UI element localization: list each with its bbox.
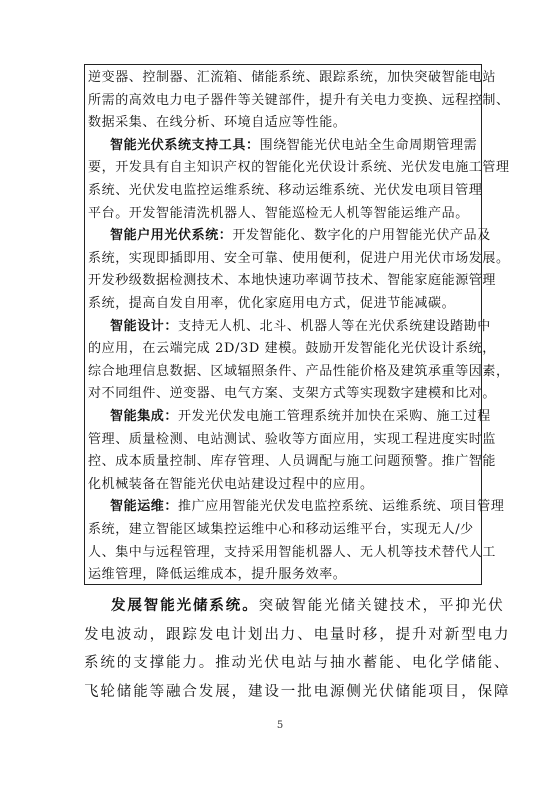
- box-line: 综合地理信息数据、区域辐照条件、产品性能价格及建筑承重等因素，: [88, 363, 510, 379]
- box-heading: 智能集成：: [110, 409, 179, 424]
- body-line: 系统的支撑能力。推动光伏电站与抽水蓄能、电化学储能、: [84, 655, 511, 671]
- box-line: 系统，实现即插即用、安全可靠、使用便利，促进户用光伏市场发展。: [88, 250, 510, 266]
- box-line-heading: 智能户用光伏系统：开发智能化、数字化的户用智能光伏产品及: [110, 228, 491, 244]
- box-line: 数据采集、在线分析、环境自适应等性能。: [88, 115, 347, 131]
- box-line: 对不同组件、逆变器、电气方案、支架方式等实现数字建模和比对。: [88, 386, 497, 402]
- page-number: 5: [276, 720, 284, 731]
- box-line-heading: 智能集成：开发光伏发电施工管理系统并加快在采购、施工过程: [110, 409, 491, 424]
- box-line: 系统，提高自发自用率，优化家庭用电方式，促进节能减碳。: [88, 296, 456, 311]
- box-heading: 智能运维：: [110, 499, 179, 515]
- body-line-heading: 发展智能光储系统。突破智能光储关键技术，平抑光伏: [111, 598, 505, 614]
- box-line: 逆变器、控制器、汇流箱、储能系统、跟踪系统，加快突破智能电站: [88, 70, 497, 85]
- body-line: 发电波动，跟踪发电计划出力、电量时移，提升对新型电力: [84, 626, 511, 643]
- box-line: 运维管理，降低运维成本，提升服务效率。: [88, 567, 347, 583]
- box-line: 人、集中与远程管理，支持采用智能机器人、无人机等技术替代人工: [88, 544, 497, 560]
- body-line: 飞轮储能等融合发展，建设一批电源侧光伏储能项目，保障: [84, 683, 511, 700]
- box-line: 平台。开发智能清洗机器人、智能巡检无人机等智能运维产品。: [88, 205, 469, 221]
- box-line: 开发秒级数据检测技术、本地快速功率调节技术、智能家庭能源管理: [88, 273, 497, 289]
- box-heading: 智能设计：: [110, 318, 179, 334]
- box-heading: 智能光伏系统支持工具：: [110, 137, 260, 153]
- box-line: 系统、光伏发电监控运维系统、移动运维系统、光伏发电项目管理: [88, 183, 483, 198]
- box-line: 系统，建立智能区域集控运维中心和移动运维平台，实现无人/少: [88, 522, 474, 537]
- box-line: 管理、质量检测、电站测试、验收等方面应用，实现工程进度实时监: [88, 431, 497, 447]
- box-line-heading: 智能运维：推广应用智能光伏发电监控系统、运维系统、项目管理: [110, 499, 505, 515]
- box-line: 的应用，在云端完成 2D/3D 建模。鼓励开发智能化光伏设计系统，: [88, 341, 496, 357]
- body-heading: 发展智能光储系统。: [111, 598, 259, 614]
- box-line-heading: 智能设计：支持无人机、北斗、机器人等在光伏系统建设踏勘中: [110, 318, 491, 334]
- box-line: 所需的高效电力电子器件等关键部件，提升有关电力变换、远程控制、: [88, 92, 510, 108]
- box-heading: 智能户用光伏系统：: [110, 228, 233, 244]
- box-line: 控、成本质量控制、库存管理、人员调配与施工问题预警。推广智能: [88, 454, 497, 470]
- box-line-heading: 智能光伏系统支持工具：围绕智能光伏电站全生命周期管理需: [110, 137, 478, 153]
- box-line: 要，开发具有自主知识产权的智能化光伏设计系统、光伏发电施工管理: [88, 160, 510, 176]
- box-line: 化机械装备在智能光伏电站建设过程中的应用。: [88, 476, 374, 492]
